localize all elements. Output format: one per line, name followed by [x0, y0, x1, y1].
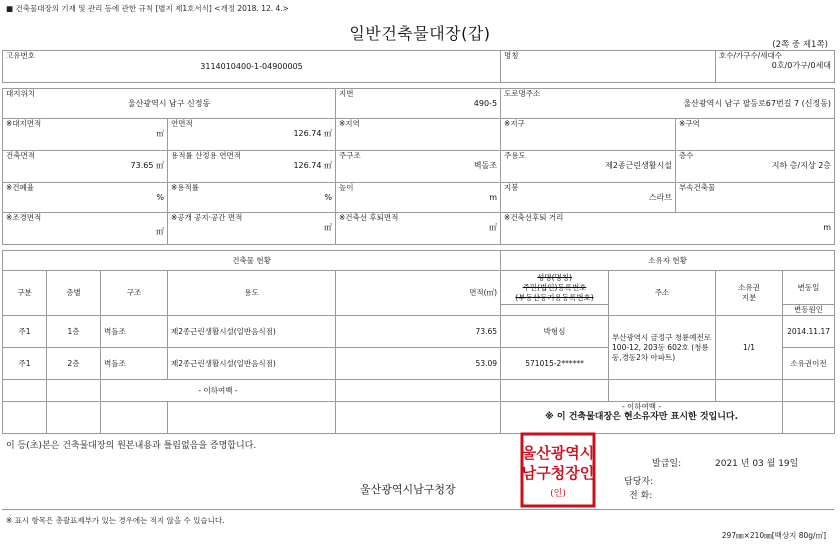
floor-empty-div — [3, 402, 47, 434]
owner-empty-change — [783, 402, 835, 434]
floor-blank-floor — [47, 380, 101, 402]
name-label: 명칭 — [504, 51, 519, 60]
owner-blank-change — [783, 380, 835, 402]
bcr-cell — [3, 183, 168, 213]
roof-label: 지붕 — [504, 183, 519, 192]
district-label: ※지역 — [339, 119, 360, 128]
far-cell — [168, 183, 336, 213]
use-cell — [501, 151, 676, 183]
floor-blank-text: - 이하여백 - — [101, 380, 336, 402]
unique-no-value: 3114010400-1-04900005 — [200, 62, 303, 71]
owner-regno-header: 주민(법인)등록번호 — [522, 282, 587, 292]
floor-empty-floor — [47, 402, 101, 434]
lot-label: 지번 — [339, 89, 354, 98]
certification-text: 이 등(초)본은 건축물대장의 원본내용과 틀림없음을 증명합니다. — [6, 441, 257, 451]
floor-row-1-use: 제2종근린생활시설(일반음식점) — [168, 316, 336, 348]
floor-row-2-use: 제2종근린생활시설(일반음식점) — [168, 348, 336, 380]
site-label: 대지위치 — [6, 89, 35, 98]
phone-label: 전 화: — [629, 491, 653, 501]
floors-cell — [676, 151, 835, 183]
owner-blank-text: - 이하여백 - — [621, 402, 662, 411]
unique-no-cell — [3, 51, 501, 83]
building-area-cell — [3, 151, 168, 183]
setback-area-value: ㎡ — [489, 223, 498, 232]
road-label: 도로명주소 — [504, 89, 541, 98]
owner-blank-name — [501, 380, 609, 402]
owner-notice: ※ 이 건축물대장은 현소유자만 표시한 것입니다. — [545, 412, 739, 422]
units-cell — [716, 51, 835, 83]
floor-empty-structure — [101, 402, 168, 434]
issue-date: 2021 년 03 월 19일 — [715, 459, 799, 469]
land-area-unit: ㎡ — [156, 129, 164, 138]
col-div-header: 구분 — [3, 271, 47, 316]
use-label: 주용도 — [504, 151, 526, 160]
bcr-label: ※건폐율 — [6, 183, 35, 192]
floors-label: 층수 — [679, 151, 694, 160]
annex-cell — [676, 183, 835, 213]
unique-no-label: 고유번호 — [6, 51, 35, 60]
owner-notice-cell — [501, 402, 783, 434]
officer-label: 담당자: — [624, 477, 654, 487]
zone-label: ※지구 — [504, 119, 525, 128]
floor-row-2-div: 주1 — [3, 348, 47, 380]
floor-row-2-structure: 벽돌조 — [101, 348, 168, 380]
page-number: (2쪽 중 제1쪽) — [772, 40, 828, 50]
far-floor-label: 용적률 산정용 연면적 — [171, 151, 241, 160]
paper-spec: 297㎜×210㎜[백상지 80g/㎡] — [721, 531, 826, 540]
col-address-header: 주소 — [609, 271, 716, 316]
floor-row-1-structure: 벽돌조 — [101, 316, 168, 348]
col-structure-header: 구조 — [101, 271, 168, 316]
land-area-label: ※대지면적 — [6, 119, 42, 128]
col-owner-name-header — [501, 271, 609, 305]
lot-cell — [336, 89, 501, 119]
floor-row-1-div: 주1 — [3, 316, 47, 348]
structure-cell — [336, 151, 501, 183]
height-cell — [336, 183, 501, 213]
owner-name-header: 성명(명칭) — [537, 272, 572, 282]
use-value: 제2종근린생활시설 — [605, 161, 673, 170]
bcr-value: % — [156, 193, 164, 202]
col-share-header — [716, 271, 783, 316]
units-value: 0호/0가구/0세대 — [771, 61, 832, 70]
owner-blank-share — [716, 380, 783, 402]
landscape-cell — [3, 213, 168, 245]
owner-address: 부산광역시 금정구 청룡예전로 100-12, 203동 602호 (청룡동,경동2차 아파트) — [609, 316, 716, 380]
road-cell — [501, 89, 835, 119]
building-area-value: 73.65 ㎡ — [130, 161, 164, 170]
site-cell — [3, 89, 336, 119]
zone-cell — [501, 119, 676, 151]
site-value: 울산광역시 남구 신정동 — [127, 99, 211, 108]
open-space-label: ※공개 공지·공간 면적 — [171, 213, 243, 222]
owner-regno2-header: (부동산등기용등록번호) — [515, 292, 594, 302]
floor-empty-use — [168, 402, 336, 434]
footer-divider — [2, 509, 834, 510]
owner-change-date: 2014.11.17 — [783, 316, 835, 348]
floor-blank-area — [336, 380, 501, 402]
floor-empty-area — [336, 402, 501, 434]
floor-row-2-area: 53.09 — [336, 348, 501, 380]
spacer — [501, 305, 609, 316]
roof-value: 스라브 — [648, 193, 673, 202]
floor-blank-div — [3, 380, 47, 402]
owner-section-title: 소유자 현황 — [501, 251, 835, 271]
owner-share: 1/1 — [716, 316, 783, 380]
open-space-cell — [168, 213, 336, 245]
official-seal — [520, 432, 596, 508]
setback-dist-value: m — [823, 223, 832, 232]
units-label: 호수/가구수/세대수 — [719, 51, 783, 60]
structure-label: 주구조 — [339, 151, 361, 160]
footnote: ※ 표시 항목은 총괄표제부가 있는 경우에는 적지 않을 수 있습니다. — [6, 516, 225, 525]
annex-label: 부속건축물 — [679, 183, 716, 192]
far-floor-cell — [168, 151, 336, 183]
total-floor-value: 126.74 ㎡ — [293, 129, 332, 138]
document-title: 일반건축물대장(갑) — [349, 24, 491, 43]
setback-area-cell — [336, 213, 501, 245]
seal-text-line1: 울산광역시 — [521, 444, 595, 462]
area-label: ※구역 — [679, 119, 700, 128]
col-change-reason-header: 변동원인 — [783, 305, 835, 316]
floors-section-title: 건축물 현황 — [3, 251, 501, 271]
height-value: m — [489, 193, 498, 202]
setback-dist-label: ※건축선후퇴 거리 — [504, 213, 564, 222]
far-value: % — [324, 193, 332, 202]
total-floor-cell — [168, 119, 336, 151]
owner-reg-no: 571015-2****** — [501, 348, 609, 380]
owner-change-reason: 소유권이전 — [783, 348, 835, 380]
floors-value: 지하 층/지상 2층 — [771, 161, 832, 170]
lot-value: 490-5 — [473, 99, 498, 108]
building-area-label: 건축면적 — [6, 151, 35, 160]
land-area-cell — [3, 119, 168, 151]
col-change-date-header: 변동일 — [783, 271, 835, 305]
setback-dist-cell — [501, 213, 835, 245]
seal-text-line3: (인) — [550, 489, 566, 499]
col-use-header: 용도 — [168, 271, 336, 316]
road-value: 울산광역시 남구 팔등로67번길 7 (신정동) — [683, 99, 832, 108]
landscape-label: ※조경면적 — [6, 213, 42, 222]
district-cell — [336, 119, 501, 151]
setback-area-label: ※건축선 후퇴면적 — [339, 213, 399, 222]
floor-row-2-floor: 2층 — [47, 348, 101, 380]
register-table — [2, 50, 835, 434]
issue-date-label: 발급일: — [652, 459, 682, 469]
name-cell — [501, 51, 716, 83]
share-header: 소유권 — [738, 283, 760, 292]
share2-header: 지분 — [741, 293, 757, 302]
roof-cell — [501, 183, 676, 213]
landscape-value: ㎡ — [156, 227, 164, 236]
height-label: 높이 — [339, 183, 354, 192]
owner-name: 박형심 — [501, 316, 609, 348]
total-floor-label: 연면적 — [171, 119, 193, 128]
floor-row-1-area: 73.65 — [336, 316, 501, 348]
open-space-value: ㎡ — [324, 223, 332, 232]
seal-text-line2: 남구청장인 — [521, 464, 595, 482]
area-cell — [676, 119, 835, 151]
far-label: ※용적률 — [171, 183, 200, 192]
far-floor-value: 126.74 ㎡ — [293, 161, 332, 170]
issuer-name: 울산광역시남구청장 — [360, 483, 456, 496]
structure-value: 벽돌조 — [473, 161, 498, 170]
owner-blank-address — [609, 380, 716, 402]
form-regulation-header: ■ 건축물대장의 기재 및 관리 등에 관한 규칙 [별지 제1호서식] <개정 2018. 12. 4.> — [6, 4, 289, 13]
floor-row-1-floor: 1층 — [47, 316, 101, 348]
col-area-header: 면적(㎡) — [336, 271, 501, 316]
col-floor-header: 층별 — [47, 271, 101, 316]
